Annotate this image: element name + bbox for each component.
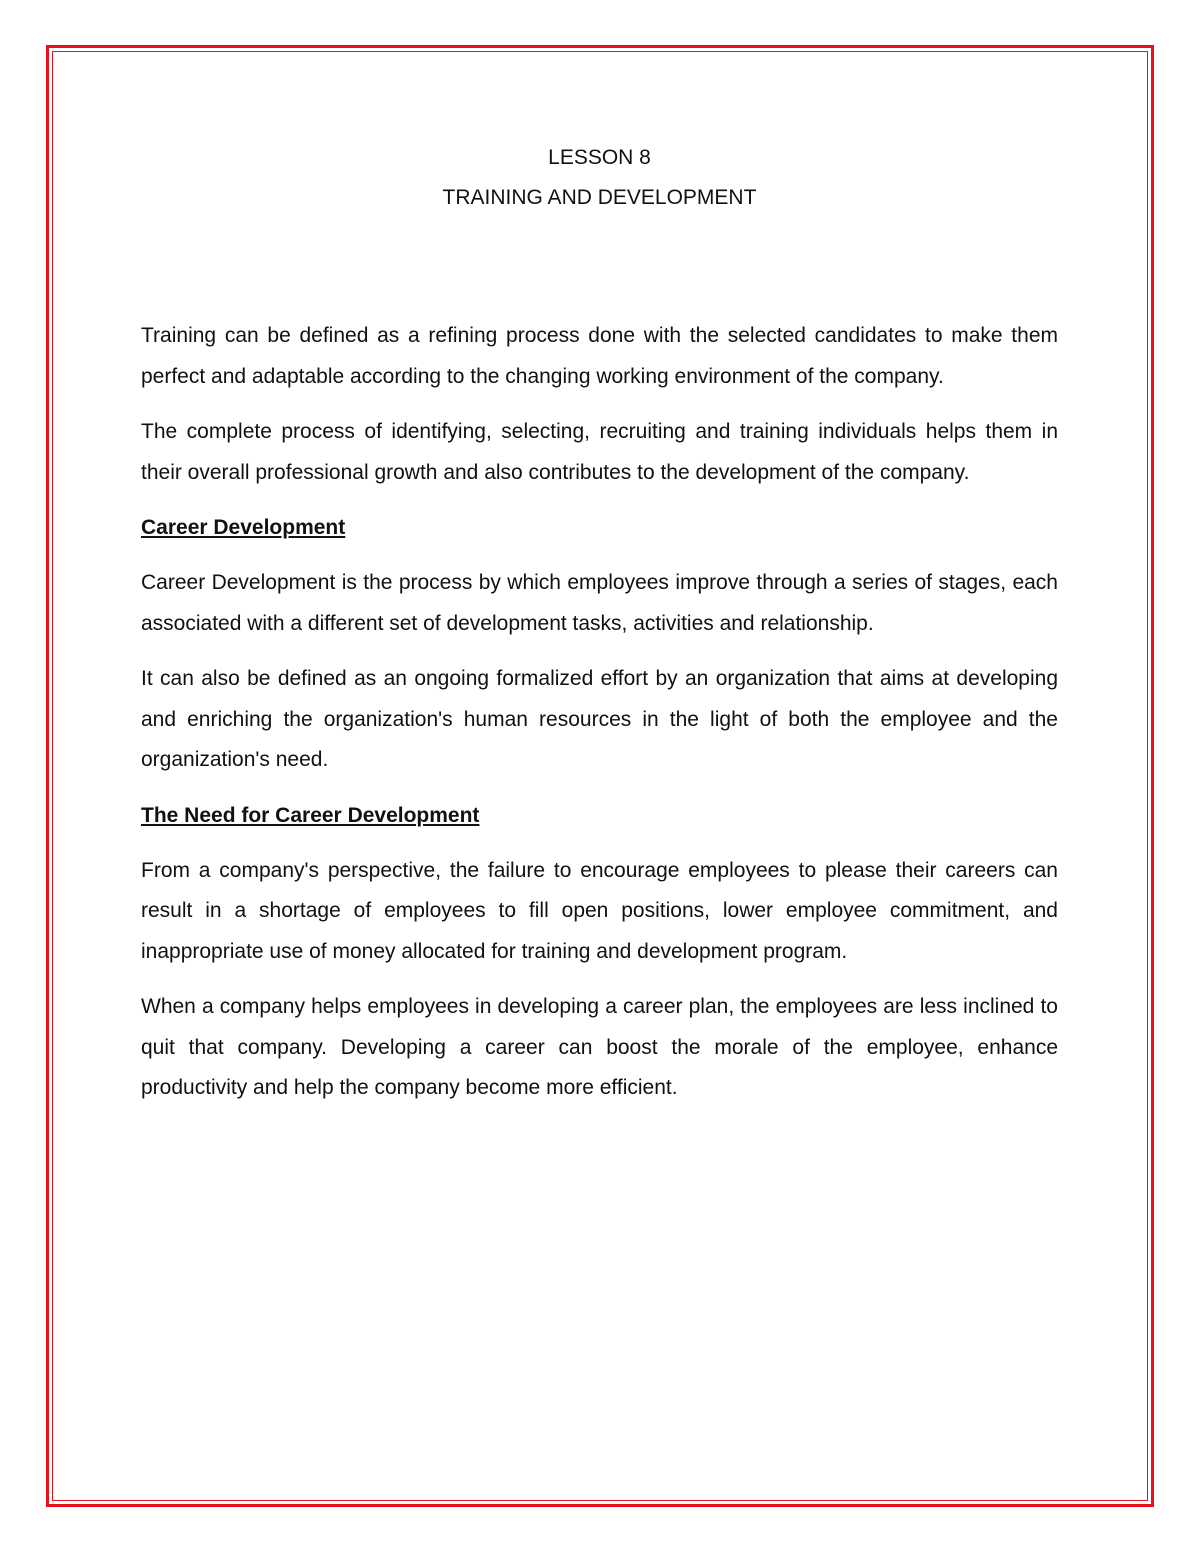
career-development-heading: Career Development (141, 516, 346, 539)
need-paragraph-1: From a company's perspective, the failure to encourage employees to please their careers can result in a shortage of employees to fill open positions, lower employee commitment, and inappropriate use of money allocated for training and development program. (141, 858, 1058, 963)
career-development-paragraph-2: It can also be defined as an ongoing formalized effort by an organization that aims at developing and enriching the organization's human resources in the light of both the employee and the organization's need. (141, 667, 1058, 771)
intro-paragraph-1: Training can be defined as a refining process done with the selected candidates to make them perfect and adaptable according to the changing working environment of the company. (141, 324, 1058, 388)
need-paragraph-2: When a company helps employees in developing a career plan, the employees are less inclined to quit that company. Developing a career can boost the morale of the employee, enhance productivity and help the company become more efficient. (141, 995, 1058, 1099)
title-spacer (141, 218, 1058, 316)
document-content (141, 138, 1058, 1124)
need-heading: The Need for Career Development (141, 803, 480, 827)
career-development-paragraph-1: Career Development is the process by which employees improve through a series of stages, each associated with a different set of development tasks, activities and relationship. (141, 571, 1058, 635)
lesson-number: LESSON 8 (548, 146, 651, 169)
lesson-title: TRAINING AND DEVELOPMENT (442, 186, 757, 209)
intro-paragraph-2: The complete process of identifying, selecting, recruiting and training individuals helps them in their overall professional growth and also contributes to the development of the company. (141, 420, 1058, 484)
